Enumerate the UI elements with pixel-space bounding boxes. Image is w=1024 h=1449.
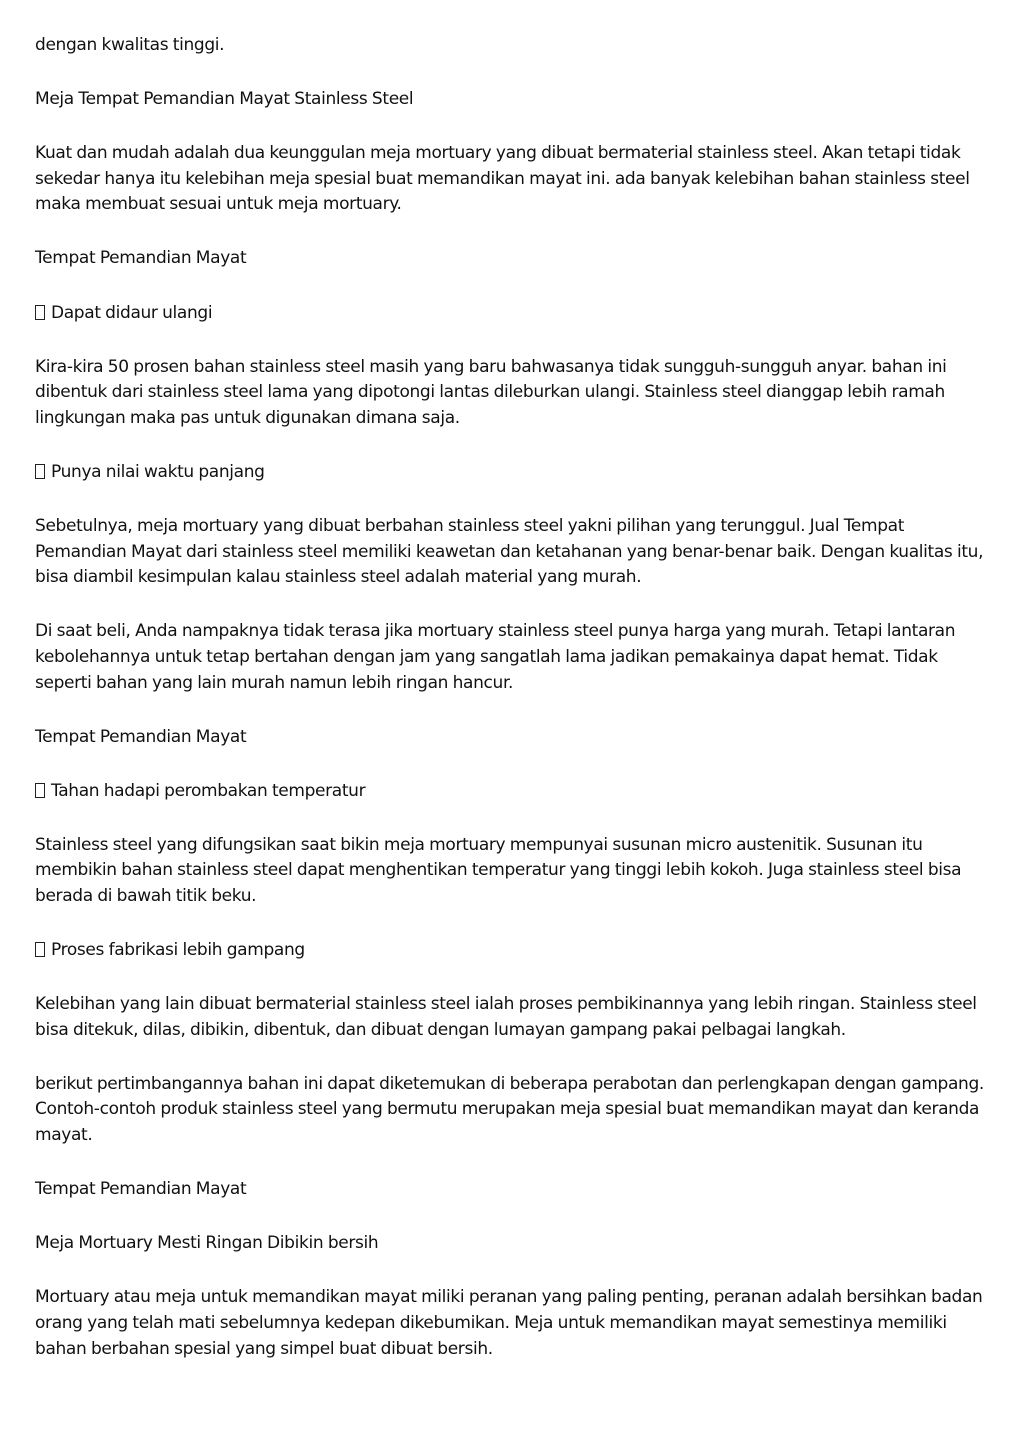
paragraph-text: Kira-kira 50 prosen bahan stainless steel masih yang baru bahwasanya tidak sungguh-sungguh anyar. bahan ini dibentuk dari stainless steel lama yang dipotongi lantas dileburkan ulangi. Stainless steel dianggap lebih ramah lingkungan maka pas untuk digunakan dimana saja. (35, 356, 947, 428)
paragraph-text: Tempat Pemandian Mayat (35, 248, 247, 269)
bullet-item (35, 779, 993, 805)
paragraph-text: Dapat didaur ulangi (51, 302, 213, 323)
paragraph-text: Tempat Pemandian Mayat (35, 726, 247, 747)
paragraph (35, 1285, 993, 1362)
document-body (35, 33, 993, 1391)
paragraph-text: Meja Tempat Pemandian Mayat Stainless Steel (35, 89, 414, 110)
missing-glyph-bullet-icon (35, 305, 45, 320)
paragraph-text: Di saat beli, Anda nampaknya tidak terasa jika mortuary stainless steel punya harga yang murah. Tetapi lantaran kebolehannya untuk tetap bertahan dengan jam yang sangatlah lama jadikan pemakainya dapat hemat. Tidak seperti bahan yang lain murah namun lebih ringan hancur. (35, 621, 956, 693)
paragraph (35, 1072, 993, 1149)
paragraph-text: Punya nilai waktu panjang (51, 461, 265, 482)
missing-glyph-bullet-icon (35, 464, 45, 479)
section-heading (35, 87, 993, 113)
paragraph (35, 355, 993, 432)
section-heading (35, 725, 993, 751)
paragraph-text: berikut pertimbangannya bahan ini dapat diketemukan di beberapa perabotan dan perlengkapan dengan gampang. Contoh-contoh produk stainless steel yang bermutu merupakan meja spesial buat memandikan mayat dan keranda mayat. (35, 1073, 984, 1146)
paragraph (35, 992, 993, 1043)
paragraph (35, 141, 993, 218)
bullet-item (35, 301, 993, 327)
bullet-item (35, 938, 993, 964)
paragraph-text: Mortuary atau meja untuk memandikan mayat miliki peranan yang paling penting, peranan adalah bersihkan badan orang yang telah mati sebelumnya kedepan dikebumikan. Meja untuk memandikan mayat semestinya memiliki bahan berbahan spesial yang simpel buat dibuat bersih. (35, 1287, 983, 1359)
paragraph-text: Tempat Pemandian Mayat (35, 1179, 247, 1200)
paragraph (35, 619, 993, 696)
paragraph-text: Kuat dan mudah adalah dua keunggulan meja mortuary yang dibuat bermaterial stainless steel. Akan tetapi tidak sekedar hanya itu kelebihan meja spesial buat memandikan mayat ini. ada banyak kelebihan bahan stainless steel maka membuat sesuai untuk meja mortuary. (35, 143, 970, 215)
paragraph-text: Tahan hadapi perombakan temperatur (51, 780, 366, 801)
paragraph (35, 833, 993, 910)
missing-glyph-bullet-icon (35, 942, 45, 957)
paragraph (35, 514, 993, 591)
paragraph-text: dengan kwalitas tinggi. (35, 35, 225, 55)
paragraph (35, 33, 993, 59)
missing-glyph-bullet-icon (35, 783, 45, 798)
paragraph-text: Stainless steel yang difungsikan saat bikin meja mortuary mempunyai susunan micro austenitik. Susunan itu membikin bahan stainless steel dapat menghentikan temperatur yang tinggi lebih kokoh. Juga stainless steel bisa berada di bawah titik beku. (35, 834, 962, 906)
paragraph-text: Meja Mortuary Mesti Ringan Dibikin bersih (35, 1233, 379, 1254)
paragraph-text: Kelebihan yang lain dibuat bermaterial stainless steel ialah proses pembikinannya yang lebih ringan. Stainless steel bisa ditekuk, dilas, dibikin, dibentuk, dan dibuat dengan lumayan gampang pakai pelbagai langkah. (35, 994, 977, 1040)
section-heading (35, 246, 993, 272)
bullet-item (35, 460, 993, 486)
paragraph-text: Proses fabrikasi lebih gampang (51, 940, 305, 961)
paragraph-text: Sebetulnya, meja mortuary yang dibuat berbahan stainless steel yakni pilihan yang terunggul. Jual Tempat Pemandian Mayat dari stainless steel memiliki keawetan dan ketahanan yang benar-benar baik. Dengan kualitas itu, bisa diambil kesimpulan kalau stainless steel adalah material yang murah. (35, 516, 984, 588)
section-heading (35, 1177, 993, 1203)
section-heading (35, 1231, 993, 1257)
